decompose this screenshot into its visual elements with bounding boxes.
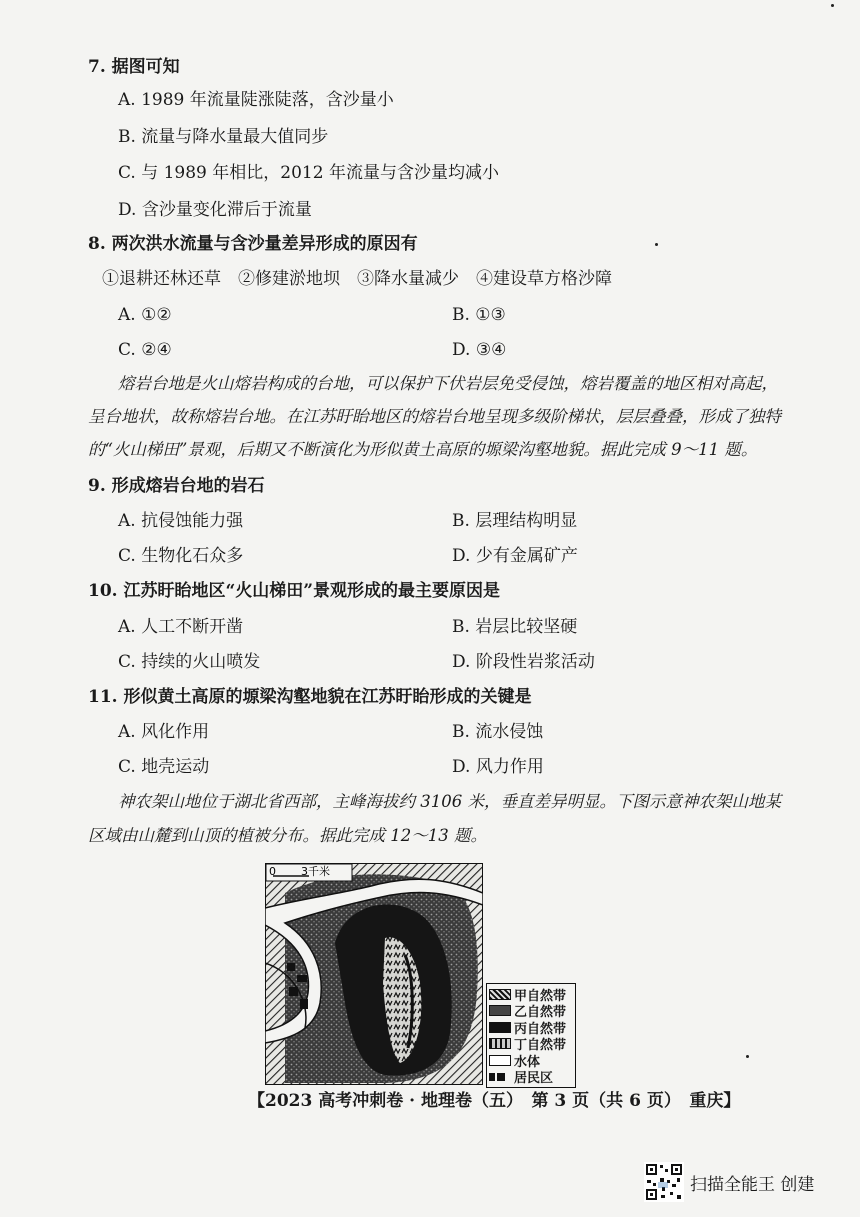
passage1-line1: 熔岩台地是火山熔岩构成的台地，可以保护下伏岩层免受侵蚀，熔岩覆盖的地区相对高起， bbox=[118, 374, 778, 393]
q8-option-b: B. ①③ bbox=[452, 305, 506, 325]
map-settlement-3 bbox=[289, 987, 298, 996]
passage1-line2: 呈台地状，故称熔岩台地。在江苏盱眙地区的熔岩台地呈现多级阶梯状，层层叠叠，形成了独特 bbox=[88, 407, 781, 426]
q8-items: ①退耕还林还草 ②修建淤地坝 ③降水量减少 ④建设草方格沙障 bbox=[102, 269, 612, 289]
q9-option-d: D. 少有金属矿产 bbox=[452, 546, 578, 566]
scan-speck bbox=[746, 1055, 749, 1058]
q8-option-a: A. ①② bbox=[118, 305, 172, 325]
legend-item-bing bbox=[489, 1019, 573, 1036]
map-settlement-4 bbox=[300, 999, 308, 1009]
q11-stem: 11. 形似黄土高原的塬梁沟壑地貌在江苏盱眙形成的关键是 bbox=[88, 687, 532, 707]
q9-option-b: B. 层理结构明显 bbox=[452, 511, 578, 531]
scan-speck bbox=[831, 4, 834, 7]
vegetation-map bbox=[265, 863, 483, 1085]
legend-label-yi: 乙自然带 bbox=[514, 1005, 567, 1021]
q11-option-b: B. 流水侵蚀 bbox=[452, 722, 544, 742]
q11-option-d: D. 风力作用 bbox=[452, 757, 544, 777]
q7-stem: 7. 据图可知 bbox=[88, 57, 180, 77]
legend-swatch-settlement bbox=[489, 1073, 511, 1081]
legend-swatch-water bbox=[489, 1055, 511, 1066]
q7-option-c: C. 与 1989 年相比，2012 年流量与含沙量均减小 bbox=[118, 163, 499, 183]
legend-item-jia bbox=[489, 986, 573, 1003]
passage2-line1: 神农架山地位于湖北省西部，主峰海拔约 3106 米，垂直差异明显。下图示意神农架山地某 bbox=[118, 792, 781, 811]
legend-label-ding: 丁自然带 bbox=[514, 1038, 567, 1054]
q11-option-a: A. 风化作用 bbox=[118, 722, 210, 742]
map-scale-zero: 0 bbox=[269, 865, 276, 878]
scan-speck bbox=[655, 243, 658, 246]
q7-option-d: D. 含沙量变化滞后于流量 bbox=[118, 200, 312, 220]
legend-label-water: 水体 bbox=[514, 1054, 541, 1070]
legend-label-bing: 丙自然带 bbox=[514, 1021, 567, 1037]
q9-stem: 9. 形成熔岩台地的岩石 bbox=[88, 476, 265, 496]
q8-option-d: D. ③④ bbox=[452, 340, 507, 360]
legend-swatch-jia bbox=[489, 989, 511, 1000]
map-settlement-2 bbox=[297, 975, 307, 982]
passage2-line2: 区域由山麓到山顶的植被分布。据此完成 12～13 题。 bbox=[88, 826, 487, 845]
legend-swatch-bing bbox=[489, 1022, 511, 1033]
scanner-watermark bbox=[644, 1162, 814, 1202]
passage1-line3: 的“火山梯田”景观，后期又不断演化为形似黄土高原的塬梁沟壑地貌。据此完成 9～11 题。 bbox=[88, 440, 758, 459]
legend-item-ding bbox=[489, 1036, 573, 1053]
page-footer: 【2023 高考冲刺卷 · 地理卷（五） 第 3 页（共 6 页） 重庆】 bbox=[248, 1091, 741, 1111]
qr-code-icon bbox=[644, 1162, 684, 1202]
map-settlement-1 bbox=[287, 963, 295, 971]
q8-stem: 8. 两次洪水流量与含沙量差异形成的原因有 bbox=[88, 234, 418, 254]
q10-option-b: B. 岩层比较坚硬 bbox=[452, 617, 578, 637]
legend-item-settlement bbox=[489, 1069, 573, 1086]
q10-option-d: D. 阶段性岩浆活动 bbox=[452, 652, 595, 672]
q10-option-a: A. 人工不断开凿 bbox=[118, 617, 244, 637]
q9-option-c: C. 生物化石众多 bbox=[118, 546, 244, 566]
q10-option-c: C. 持续的火山喷发 bbox=[118, 652, 261, 672]
q7-option-a: A. 1989 年流量陡涨陡落，含沙量小 bbox=[118, 90, 394, 110]
q9-option-a: A. 抗侵蚀能力强 bbox=[118, 511, 244, 531]
scanner-label: 扫描全能王 创建 bbox=[690, 1174, 815, 1195]
q10-stem: 10. 江苏盱眙地区“火山梯田”景观形成的最主要原因是 bbox=[88, 581, 501, 601]
map-scale-label: 3千米 bbox=[301, 865, 330, 878]
legend-label-settlement: 居民区 bbox=[514, 1071, 554, 1087]
legend-swatch-ding bbox=[489, 1038, 511, 1049]
legend-label-jia: 甲自然带 bbox=[514, 988, 567, 1004]
legend-item-water bbox=[489, 1052, 573, 1069]
legend-item-yi bbox=[489, 1003, 573, 1020]
legend-swatch-yi bbox=[489, 1005, 511, 1016]
map-legend bbox=[486, 983, 576, 1088]
q11-option-c: C. 地壳运动 bbox=[118, 757, 210, 777]
q7-option-b: B. 流量与降水量最大值同步 bbox=[118, 127, 329, 147]
q8-option-c: C. ②④ bbox=[118, 340, 172, 360]
